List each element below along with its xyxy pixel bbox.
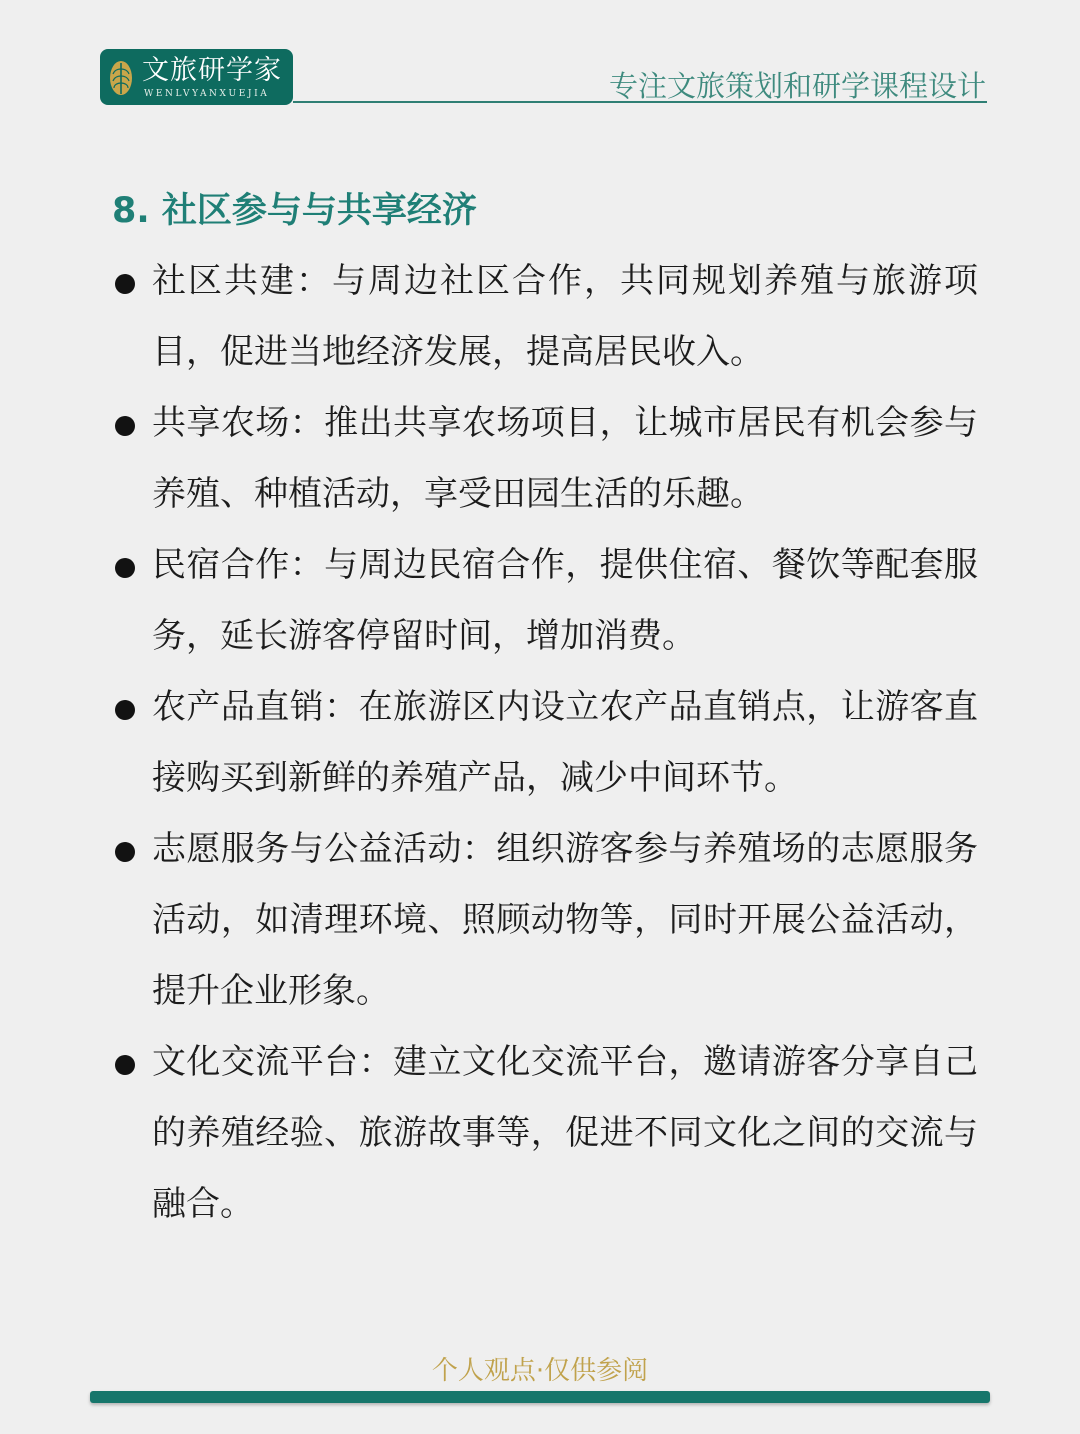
list-item-text: 农产品直销：在旅游区内设立农产品直销点，让游客直接购买到新鲜的养殖产品，减少中间环节。 — [152, 687, 978, 798]
bullet-icon — [115, 700, 135, 720]
bullet-icon — [115, 558, 135, 578]
list-item — [112, 814, 982, 1027]
list-item-text: 社区共建：与周边社区合作，共同规划养殖与旅游项目，促进当地经济发展，提高居民收入。 — [152, 261, 978, 372]
bullet-icon — [115, 416, 135, 436]
list-item-text: 文化交流平台：建立文化交流平台，邀请游客分享自己的养殖经验、旅游故事等，促进不同文化之间的交流与融合。 — [152, 1042, 978, 1224]
bullet-icon — [115, 842, 135, 862]
list-item-text: 志愿服务与公益活动：组织游客参与养殖场的志愿服务活动，如清理环境、照顾动物等，同时开展公益活动，提升企业形象。 — [152, 829, 978, 1011]
page-header — [0, 0, 1080, 110]
list-item — [112, 246, 982, 388]
list-item — [112, 388, 982, 530]
footer-bar — [90, 1391, 990, 1403]
logo-title: 文旅研学家 — [142, 55, 282, 86]
list-item-text: 民宿合作：与周边民宿合作，提供住宿、餐饮等配套服务，延长游客停留时间，增加消费。 — [152, 545, 978, 656]
list-item-text: 共享农场：推出共享农场项目，让城市居民有机会参与养殖、种植活动，享受田园生活的乐趣。 — [152, 403, 978, 514]
header-tagline: 专注文旅策划和研学课程设计 — [608, 69, 986, 103]
logo-subtitle: WENLVYANXUEJIA — [144, 89, 270, 99]
wheat-icon — [108, 59, 134, 97]
footer-note: 个人观点·仅供参阅 — [431, 1356, 649, 1386]
brand-logo — [100, 49, 293, 105]
section-title: 8. 社区参与与共享经济 — [112, 191, 477, 231]
list-item — [112, 1027, 982, 1240]
bullet-icon — [115, 1055, 135, 1075]
list-item — [112, 530, 982, 672]
bullet-icon — [115, 274, 135, 294]
list-item — [112, 672, 982, 814]
